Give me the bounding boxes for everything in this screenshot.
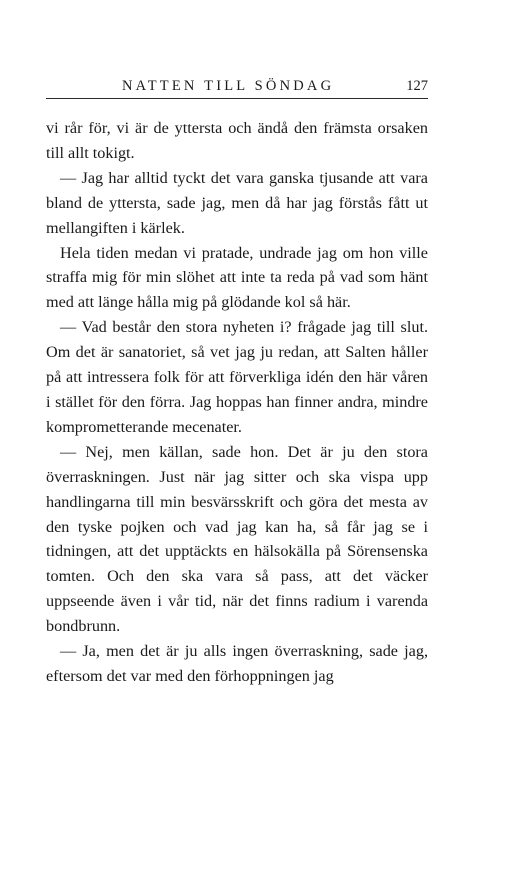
- paragraph: — Nej, men källan, sade hon. Det är ju den stora överraskningen. Just när jag sitter och ska vispa upp handlingarna till min besvärsskrift och göra det mesta av den tyske pojken och vad jag kan ha, så får jag se i tidningen, att det upptäckts en hälsokälla på Sörensenska tomten. Och den ska vara så pass, att det väcker uppseende även i vår tid, när det finns radium i varenda bondbrunn.: [46, 442, 428, 636]
- paragraph: — Vad består den stora nyheten i? frågade jag till slut. Om det är sanatoriet, så vet jag ju redan, att Salten håller på att intressera folk för att förverkliga idén den här våren i stället för den förra. Jag hoppas han finner andra, mindre komprometterande mecenater.: [46, 318, 428, 436]
- paragraph: Hela tiden medan vi pratade, undrade jag om hon ville straffa mig för min slöhet att inte ta reda på vad som hänt med att länge hålla mig på glödande kol så här.: [46, 243, 428, 312]
- paragraph: vi rår för, vi är de yttersta och ändå den främsta orsaken till allt tokigt.: [46, 119, 428, 162]
- running-head: [46, 76, 428, 98]
- body-text: [46, 116, 428, 689]
- page-number: 127: [406, 78, 428, 94]
- running-title: NATTEN TILL SÖNDAG: [122, 78, 335, 94]
- paragraph: — Jag har alltid tyckt det vara ganska tjusande att vara bland de yttersta, sade jag, men då har jag förstås fått ut mellangiften i kärlek.: [46, 168, 428, 237]
- header-rule: [46, 98, 428, 99]
- paragraph: — Ja, men det är ju alls ingen överraskning, sade jag, eftersom det var med den förhoppningen jag: [46, 642, 428, 685]
